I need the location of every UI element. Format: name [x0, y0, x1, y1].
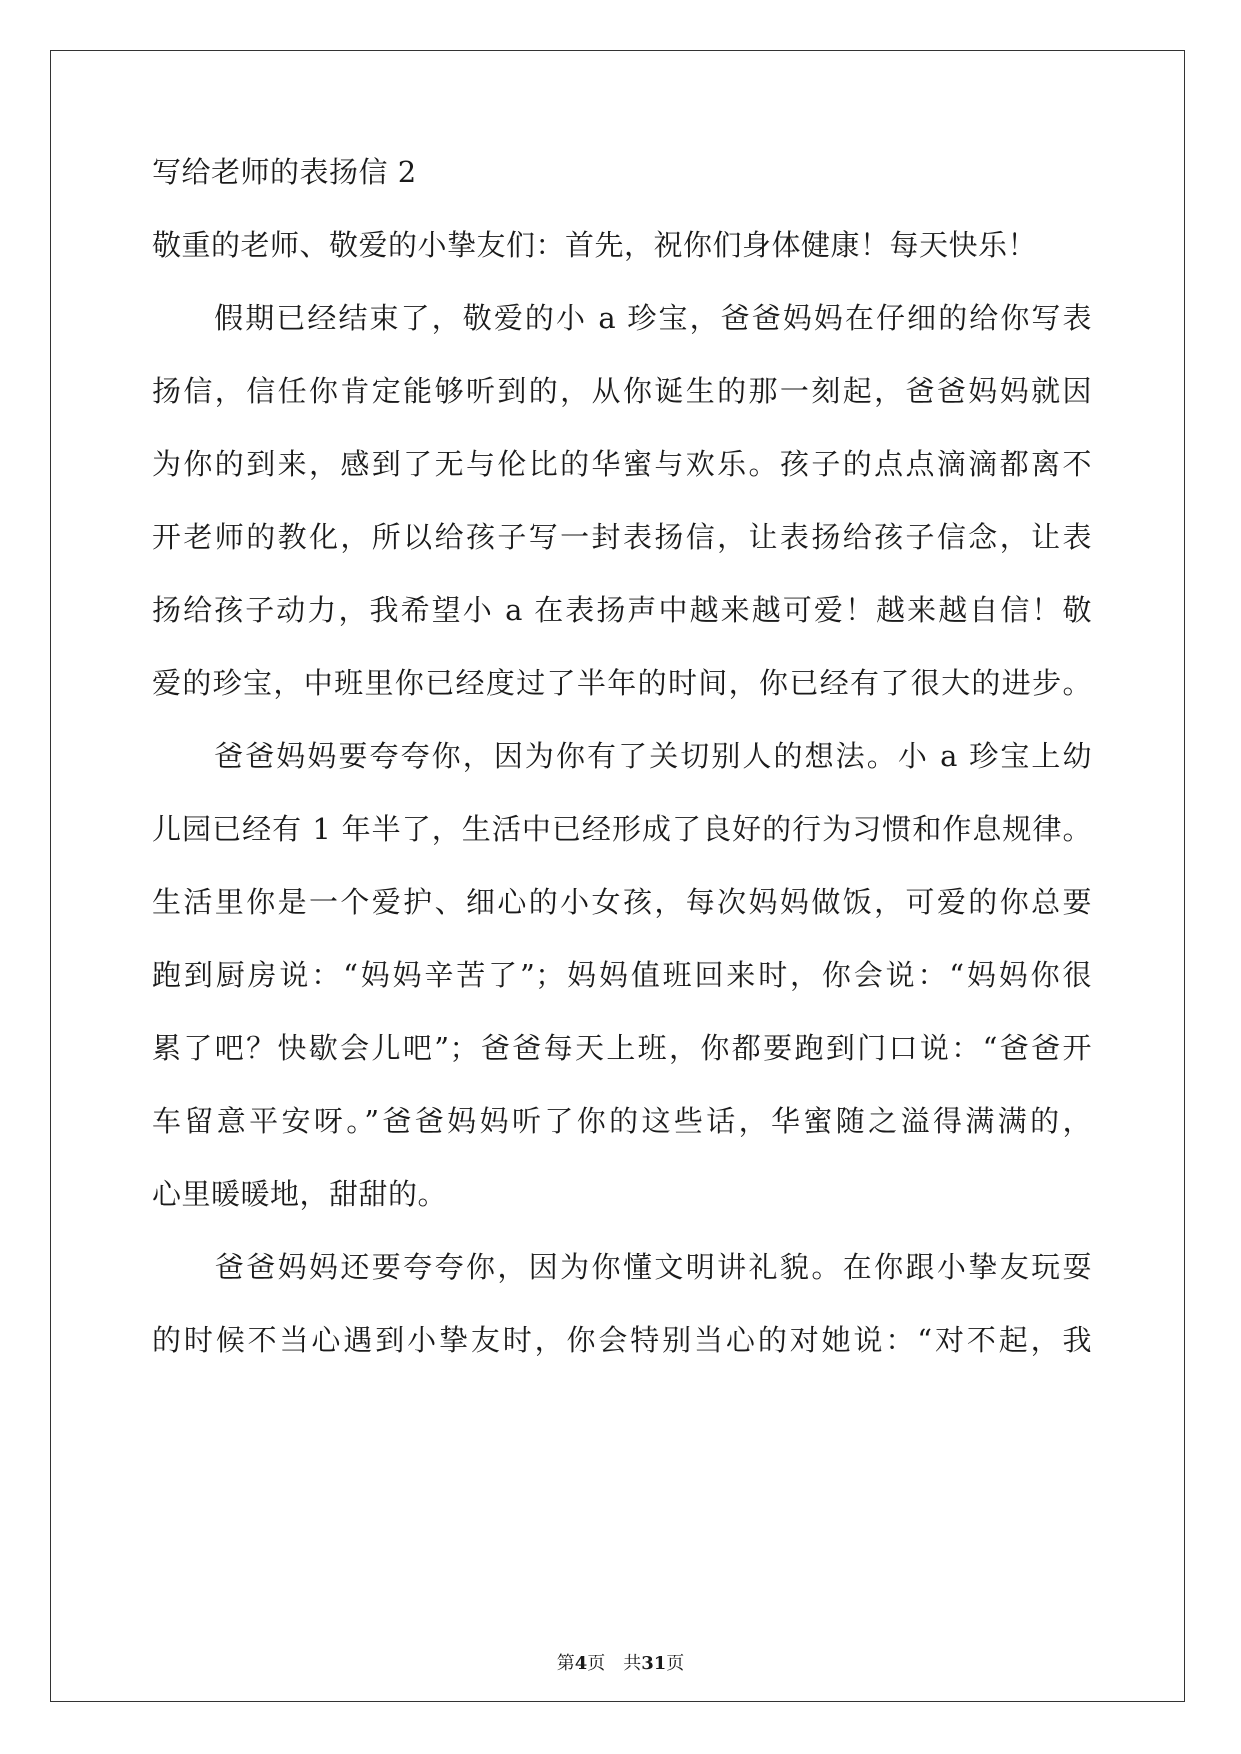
body-line: 爱的珍宝，中班里你已经度过了半年的时间，你已经有了很大的进步。 [152, 666, 1092, 700]
total-suffix: 页 [666, 1653, 685, 1674]
body-line: 爸爸妈妈要夸夸你，因为你有了关切别人的想法。小 a 珍宝上幼 [152, 739, 1092, 773]
letter-title: 写给老师的表扬信 2 [152, 155, 417, 189]
body-line: 心里暖暖地，甜甜的。 [152, 1177, 448, 1211]
salutation-line: 敬重的老师、敬爱的小挚友们：首先，祝你们身体健康！每天快乐！ [152, 228, 1038, 262]
total-prefix: 共 [623, 1653, 642, 1674]
body-line: 生活里你是一个爱护、细心的小女孩，每次妈妈做饭，可爱的你总要 [152, 885, 1092, 919]
page-footer [0, 1652, 1241, 1676]
body-line: 扬信，信任你肯定能够听到的，从你诞生的那一刻起，爸爸妈妈就因 [152, 374, 1092, 408]
body-line: 开老师的教化，所以给孩子写一封表扬信，让表扬给孩子信念，让表 [152, 520, 1092, 554]
page-prefix: 第 [556, 1653, 575, 1674]
total-pages: 31 [641, 1653, 667, 1674]
body-line: 儿园已经有 1 年半了，生活中已经形成了良好的行为习惯和作息规律。 [152, 812, 1092, 846]
body-line: 的时候不当心遇到小挚友时，你会特别当心的对她说：“对不起，我 [152, 1323, 1092, 1357]
body-line: 累了吧？快歇会儿吧”；爸爸每天上班，你都要跑到门口说：“爸爸开 [152, 1031, 1092, 1065]
body-line: 车留意平安呀。”爸爸妈妈听了你的这些话，华蜜随之溢得满满的， [152, 1104, 1092, 1138]
page-number: 4 [574, 1653, 588, 1674]
page-suffix: 页 [587, 1653, 606, 1674]
body-line: 跑到厨房说：“妈妈辛苦了”；妈妈值班回来时，你会说：“妈妈你很 [152, 958, 1092, 992]
body-line: 扬给孩子动力，我希望小 a 在表扬声中越来越可爱！越来越自信！敬 [152, 593, 1092, 627]
body-line: 为你的到来，感到了无与伦比的华蜜与欢乐。孩子的点点滴滴都离不 [152, 447, 1092, 481]
body-line: 爸爸妈妈还要夸夸你，因为你懂文明讲礼貌。在你跟小挚友玩耍 [152, 1250, 1092, 1284]
body-line: 假期已经结束了，敬爱的小 a 珍宝，爸爸妈妈在仔细的给你写表 [152, 301, 1092, 335]
